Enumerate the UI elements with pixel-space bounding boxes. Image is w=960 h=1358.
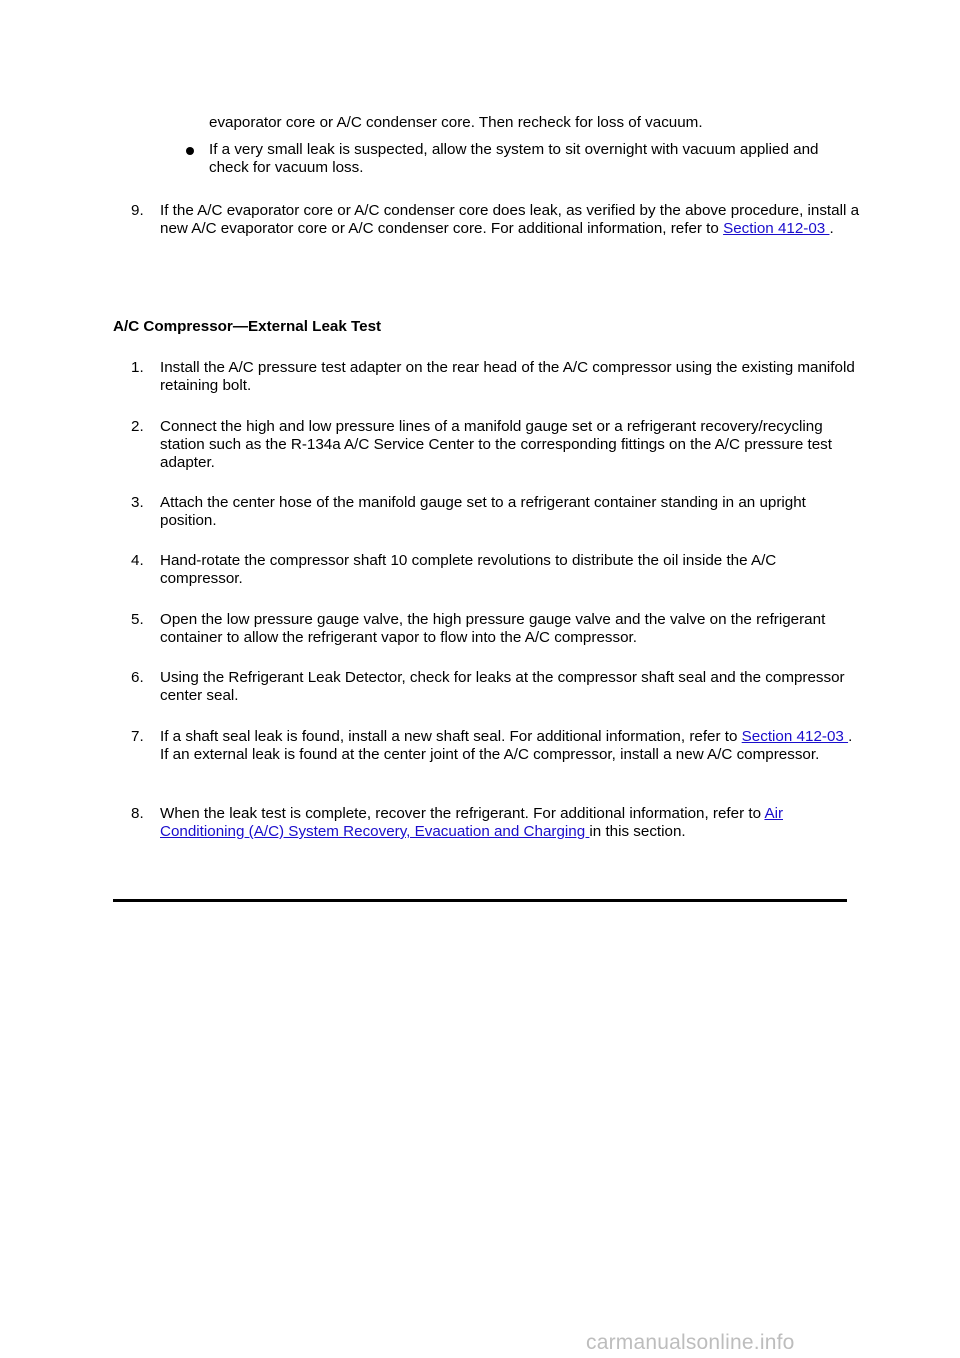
step-text [160,728,860,764]
step-text [160,805,860,841]
continuation-text: evaporator core or A/C condenser core. Then recheck for loss of vacuum. [209,114,703,131]
step-number: 1. [131,359,144,376]
bullet-text: If a very small leak is suspected, allow the system to sit overnight with vacuum applied and check for vacuum loss. [209,141,819,176]
step-number: 2. [131,418,144,435]
step-number: 5. [131,611,144,628]
step-body: When the leak test is complete, recover the refrigerant. For additional information, refer to [160,805,762,822]
step-text [160,202,860,238]
step-body: If the A/C evaporator core or A/C condenser core does leak, as verified by the above procedure, install a new A/C evaporator core or A/C condenser core. For additional information, refer to [160,202,860,237]
section-link[interactable]: Section 412-03 [723,220,830,237]
step-8 [131,805,860,841]
section-divider [113,899,847,902]
section-link[interactable]: Section 412-03 [741,728,849,745]
step-7 [131,728,860,764]
step-tail: . If an external leak is found at the center joint of the A/C compressor, install a new A/C compressor. [160,728,853,763]
step-text: Attach the center hose of the manifold gauge set to a refrigerant container standing in an upright position. [160,494,806,529]
bullet-item [186,141,846,177]
step-text: Open the low pressure gauge valve, the high pressure gauge valve and the valve on the refrigerant container to allow the refrigerant vapor to flow into the A/C compressor. [160,611,826,646]
step-6 [131,669,860,705]
step-4 [131,552,860,588]
step-number: 8. [131,805,144,822]
step-1 [131,359,860,395]
step-tail: in this section. [589,823,686,840]
section-heading: A/C Compressor—External Leak Test [113,318,382,335]
step-number: 7. [131,728,144,745]
step-9 [131,202,860,238]
step-text: Using the Refrigerant Leak Detector, check for leaks at the compressor shaft seal and the compressor center seal. [160,669,845,704]
step-number: 9. [131,202,144,219]
recovery-procedure-link[interactable]: Air Conditioning (A/C) System Recovery, Evacuation and Charging [160,805,783,840]
step-5 [131,611,860,647]
bullet-dot-icon [186,147,194,155]
step-2 [131,418,860,472]
step-number: 4. [131,552,144,569]
step-body: If a shaft seal leak is found, install a new shaft seal. For additional information, refer to [160,728,738,745]
step-text: Connect the high and low pressure lines of a manifold gauge set or a refrigerant recovery/recycling station such as the R-134a A/C Service Center to the corresponding fittings on the A/C pressure test adapter. [160,418,832,471]
step-number: 3. [131,494,144,511]
watermark: carmanualsonline.info [586,1331,795,1354]
step-number: 6. [131,669,144,686]
step-3 [131,494,860,530]
step-text: Install the A/C pressure test adapter on the rear head of the A/C compressor using the existing manifold retaining bolt. [160,359,855,394]
step-text: Hand-rotate the compressor shaft 10 complete revolutions to distribute the oil inside the A/C compressor. [160,552,777,587]
step-tail: . [829,220,834,237]
